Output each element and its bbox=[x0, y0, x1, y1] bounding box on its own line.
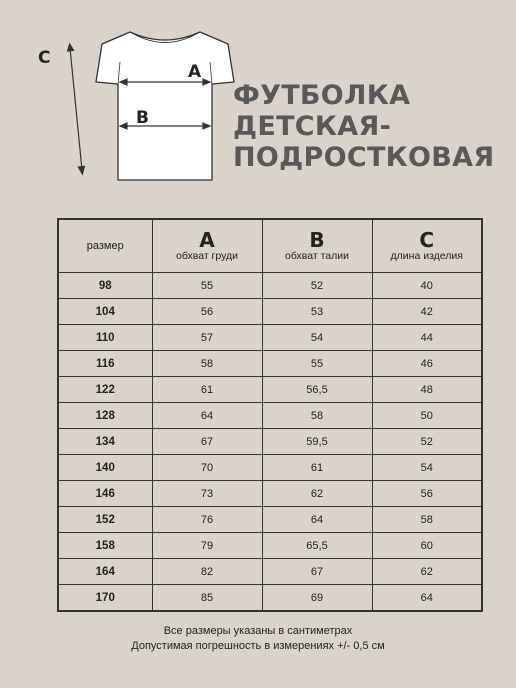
length-cell: 48 bbox=[372, 377, 482, 403]
chest-cell: 85 bbox=[152, 585, 262, 612]
title-line-1: ФУТБОЛКА bbox=[233, 80, 411, 111]
size-cell: 98 bbox=[58, 273, 152, 299]
length-cell: 52 bbox=[372, 429, 482, 455]
chest-cell: 79 bbox=[152, 533, 262, 559]
waist-cell: 69 bbox=[262, 585, 372, 612]
waist-cell: 58 bbox=[262, 403, 372, 429]
chest-cell: 67 bbox=[152, 429, 262, 455]
table-row bbox=[58, 455, 482, 481]
waist-cell: 61 bbox=[262, 455, 372, 481]
size-cell: 134 bbox=[58, 429, 152, 455]
waist-cell: 52 bbox=[262, 273, 372, 299]
header-c bbox=[372, 219, 482, 273]
length-cell: 64 bbox=[372, 585, 482, 612]
table-row bbox=[58, 429, 482, 455]
size-cell: 170 bbox=[58, 585, 152, 612]
length-cell: 54 bbox=[372, 455, 482, 481]
size-cell: 140 bbox=[58, 455, 152, 481]
tshirt-diagram bbox=[0, 0, 240, 200]
table-row bbox=[58, 559, 482, 585]
chest-cell: 82 bbox=[152, 559, 262, 585]
chest-cell: 56 bbox=[152, 299, 262, 325]
header-size: размер bbox=[58, 219, 152, 273]
length-cell: 58 bbox=[372, 507, 482, 533]
header-b-text: обхват талии bbox=[285, 249, 349, 262]
header-a bbox=[152, 219, 262, 273]
table-row bbox=[58, 325, 482, 351]
table-header-row bbox=[58, 219, 482, 273]
length-cell: 56 bbox=[372, 481, 482, 507]
table-row bbox=[58, 507, 482, 533]
waist-cell: 67 bbox=[262, 559, 372, 585]
waist-cell: 62 bbox=[262, 481, 372, 507]
header-b-letter: B bbox=[309, 227, 325, 252]
chest-cell: 76 bbox=[152, 507, 262, 533]
header-c-letter: C bbox=[419, 227, 435, 252]
length-cell: 46 bbox=[372, 351, 482, 377]
label-b: B bbox=[136, 108, 149, 128]
waist-cell: 59,5 bbox=[262, 429, 372, 455]
table-row bbox=[58, 481, 482, 507]
table-row bbox=[58, 585, 482, 612]
size-cell: 116 bbox=[58, 351, 152, 377]
size-cell: 146 bbox=[58, 481, 152, 507]
waist-cell: 53 bbox=[262, 299, 372, 325]
size-cell: 164 bbox=[58, 559, 152, 585]
size-cell: 104 bbox=[58, 299, 152, 325]
length-cell: 42 bbox=[372, 299, 482, 325]
length-cell: 62 bbox=[372, 559, 482, 585]
table-row bbox=[58, 299, 482, 325]
size-cell: 158 bbox=[58, 533, 152, 559]
chest-cell: 70 bbox=[152, 455, 262, 481]
label-c: C bbox=[38, 48, 51, 68]
table-row bbox=[58, 403, 482, 429]
length-cell: 44 bbox=[372, 325, 482, 351]
length-cell: 60 bbox=[372, 533, 482, 559]
title-line-3: ПОДРОСТКОВАЯ bbox=[233, 142, 495, 173]
chest-cell: 64 bbox=[152, 403, 262, 429]
table-row bbox=[58, 533, 482, 559]
waist-cell: 65,5 bbox=[262, 533, 372, 559]
length-cell: 40 bbox=[372, 273, 482, 299]
waist-cell: 56,5 bbox=[262, 377, 372, 403]
length-cell: 50 bbox=[372, 403, 482, 429]
footnote bbox=[0, 624, 516, 654]
table-row bbox=[58, 351, 482, 377]
chest-cell: 73 bbox=[152, 481, 262, 507]
title-line-2: ДЕТСКАЯ- bbox=[233, 111, 392, 142]
table-row bbox=[58, 377, 482, 403]
size-cell: 122 bbox=[58, 377, 152, 403]
size-cell: 152 bbox=[58, 507, 152, 533]
chest-cell: 61 bbox=[152, 377, 262, 403]
chest-cell: 55 bbox=[152, 273, 262, 299]
footnote-line-2: Допустимая погрешность в измерениях +/- 0,5 см bbox=[131, 640, 385, 652]
waist-cell: 54 bbox=[262, 325, 372, 351]
size-table bbox=[57, 218, 483, 612]
size-cell: 110 bbox=[58, 325, 152, 351]
label-a: A bbox=[188, 62, 202, 82]
measure-c-arrow bbox=[68, 44, 85, 174]
header-a-text: обхват груди bbox=[176, 249, 238, 262]
tshirt-icon bbox=[96, 32, 234, 180]
table-row bbox=[58, 273, 482, 299]
footnote-line-1: Все размеры указаны в сантиметрах bbox=[163, 625, 353, 637]
waist-cell: 64 bbox=[262, 507, 372, 533]
size-cell: 128 bbox=[58, 403, 152, 429]
chest-cell: 57 bbox=[152, 325, 262, 351]
header-c-text: длина изделия bbox=[390, 249, 463, 262]
header-b bbox=[262, 219, 372, 273]
chest-cell: 58 bbox=[152, 351, 262, 377]
waist-cell: 55 bbox=[262, 351, 372, 377]
header-a-letter: A bbox=[199, 227, 215, 252]
product-title bbox=[233, 80, 494, 173]
